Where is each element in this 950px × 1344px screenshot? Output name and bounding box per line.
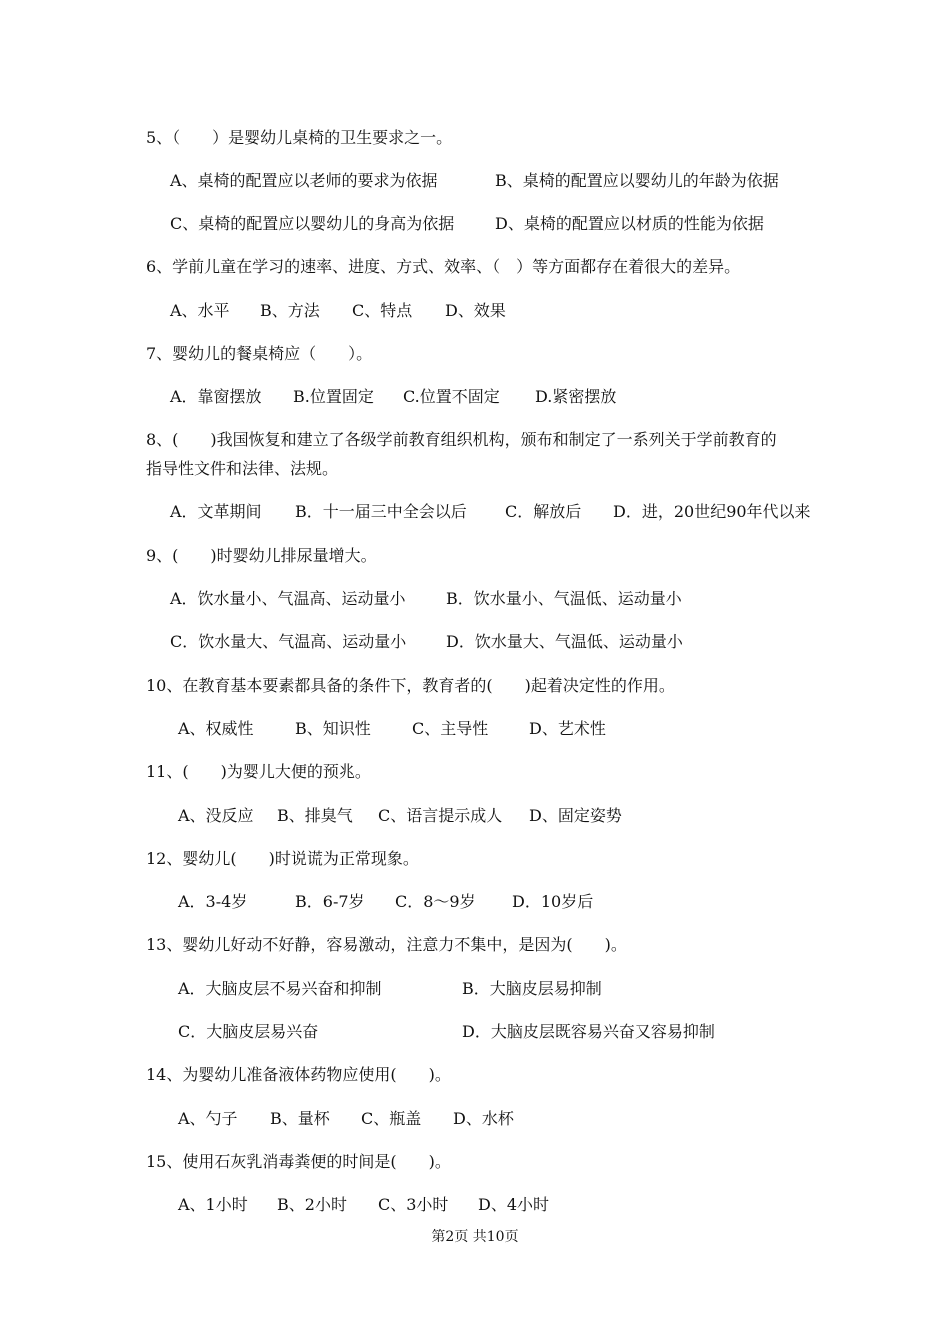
question-9-option-b: B．饮水量小、气温低、运动量小 xyxy=(446,589,682,608)
question-7-option-a: A．靠窗摆放 xyxy=(170,387,262,406)
question-15-option-a: A、1小时 xyxy=(178,1195,248,1214)
question-9-option-c: C．饮水量大、气温高、运动量小 xyxy=(170,632,407,651)
question-6-option-c: C、特点 xyxy=(352,301,413,320)
question-8-stem: 8、( )我国恢复和建立了各级学前教育组织机构，颁布和制定了一系列关于学前教育的 xyxy=(146,430,777,449)
question-10-option-d: D、艺术性 xyxy=(529,719,606,738)
question-12-option-b: B．6-7岁 xyxy=(295,892,365,911)
question-11-option-c: C、语言提示成人 xyxy=(378,806,503,825)
question-6-stem: 6、学前儿童在学习的速率、进度、方式、效率、（ ）等方面都存在着很大的差异。 xyxy=(146,257,741,276)
question-6-option-b: B、方法 xyxy=(260,301,320,320)
question-14-stem: 14、为婴幼儿准备液体药物应使用( )。 xyxy=(146,1065,451,1084)
question-12-option-a: A．3-4岁 xyxy=(178,892,248,911)
question-11-option-a: A、没反应 xyxy=(178,806,254,825)
question-11-option-d: D、固定姿势 xyxy=(529,806,622,825)
question-8-option-c: C．解放后 xyxy=(505,502,582,521)
question-13-option-b: B．大脑皮层易抑制 xyxy=(462,979,602,998)
question-14-option-c: C、瓶盖 xyxy=(361,1109,422,1128)
page-number-footer: 第2页 共10页 xyxy=(431,1229,519,1245)
question-12-stem: 12、婴幼儿( )时说谎为正常现象。 xyxy=(146,849,419,868)
question-5-option-d: D、桌椅的配置应以材质的性能为依据 xyxy=(495,214,764,233)
question-14-option-b: B、量杯 xyxy=(270,1109,330,1128)
question-9-option-d: D．饮水量大、气温低、运动量小 xyxy=(446,632,683,651)
question-15-option-b: B、2小时 xyxy=(277,1195,347,1214)
question-8-option-d: D．进，20世纪90年代以来 xyxy=(613,502,811,521)
question-15-stem: 15、使用石灰乳消毒粪便的时间是( )。 xyxy=(146,1152,451,1171)
question-5-option-c: C、桌椅的配置应以婴幼儿的身高为依据 xyxy=(170,214,455,233)
question-7-option-b: B.位置固定 xyxy=(293,387,374,406)
question-10-option-c: C、主导性 xyxy=(412,719,489,738)
question-10-option-a: A、权威性 xyxy=(178,719,254,738)
question-6-option-d: D、效果 xyxy=(445,301,506,320)
question-9-stem: 9、( )时婴幼儿排尿量增大。 xyxy=(146,546,377,565)
question-7-option-c: C.位置不固定 xyxy=(403,387,500,406)
question-13-option-a: A．大脑皮层不易兴奋和抑制 xyxy=(178,979,382,998)
question-6-option-a: A、水平 xyxy=(170,301,230,320)
question-7-option-d: D.紧密摆放 xyxy=(535,387,617,406)
question-8-stem-continued: 指导性文件和法律、法规。 xyxy=(146,459,339,478)
question-8-option-a: A．文革期间 xyxy=(170,502,262,521)
question-9-option-a: A．饮水量小、气温高、运动量小 xyxy=(170,589,406,608)
question-14-option-d: D、水杯 xyxy=(453,1109,514,1128)
question-12-option-d: D．10岁后 xyxy=(512,892,594,911)
question-5-option-a: A、桌椅的配置应以老师的要求为依据 xyxy=(170,171,438,190)
question-15-option-d: D、4小时 xyxy=(478,1195,550,1214)
question-13-option-c: C．大脑皮层易兴奋 xyxy=(178,1022,319,1041)
question-5-option-b: B、桌椅的配置应以婴幼儿的年龄为依据 xyxy=(495,171,779,190)
question-5-stem: 5、（ ）是婴幼儿桌椅的卫生要求之一。 xyxy=(146,128,453,147)
question-13-stem: 13、婴幼儿好动不好静，容易激动，注意力不集中，是因为( )。 xyxy=(146,935,627,954)
question-12-option-c: C．8～9岁 xyxy=(395,892,476,911)
question-13-option-d: D．大脑皮层既容易兴奋又容易抑制 xyxy=(462,1022,715,1041)
question-11-option-b: B、排臭气 xyxy=(277,806,353,825)
question-15-option-c: C、3小时 xyxy=(378,1195,449,1214)
question-10-option-b: B、知识性 xyxy=(295,719,371,738)
question-8-option-b: B．十一届三中全会以后 xyxy=(295,502,467,521)
question-10-stem: 10、在教育基本要素都具备的条件下，教育者的( )起着决定性的作用。 xyxy=(146,676,675,695)
question-11-stem: 11、( )为婴儿大便的预兆。 xyxy=(146,762,371,781)
question-14-option-a: A、勺子 xyxy=(178,1109,238,1128)
question-7-stem: 7、婴幼儿的餐桌椅应（ ）。 xyxy=(146,344,373,363)
